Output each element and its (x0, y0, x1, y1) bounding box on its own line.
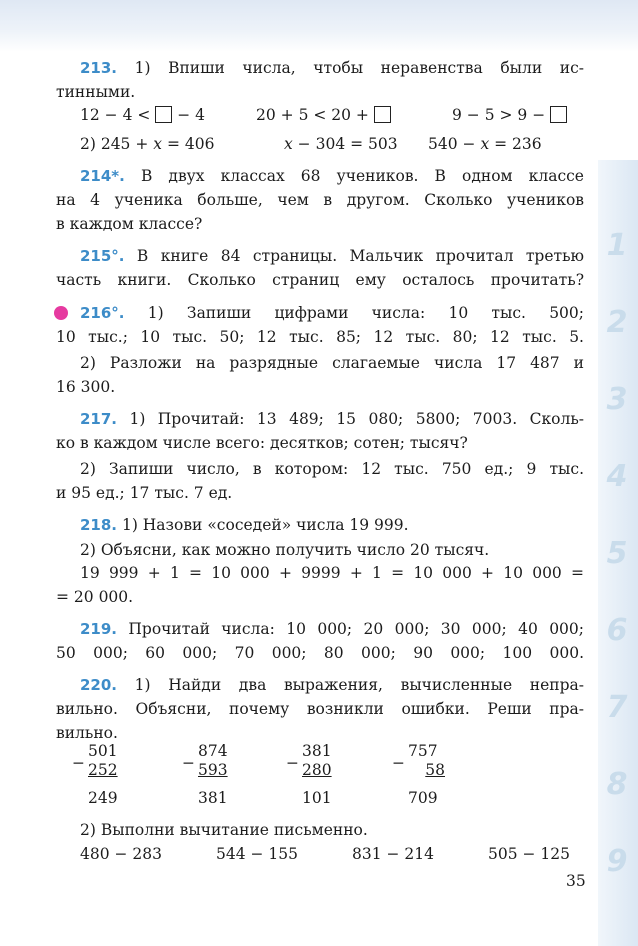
ex217-line4: и 95 ед.; 17 тыс. 7 ед. (56, 484, 233, 502)
ex216-line4: 16 300. (56, 378, 116, 396)
ex218-number: 218. (80, 516, 118, 534)
ex214-line3: в каждом классе? (56, 215, 203, 233)
ex217-line2: ко в каждом числе всего: десятков; сотен; тысяч? (56, 434, 468, 452)
ex215-number: 215°. (80, 247, 125, 265)
side-tab-9: 9 (606, 844, 628, 879)
ex213-inequality-1: 12 − 4 < − 4 (80, 106, 205, 124)
ex220-line3: вильно. (56, 724, 118, 742)
ex215-line2: часть книги. Сколько страниц ему осталось прочитать? (56, 271, 584, 289)
ex216-line3: 2) Разложи на разрядные слагаемые числа 17 487 и (80, 354, 584, 372)
ex220-line4: 2) Выполни вычитание письменно. (80, 821, 368, 839)
ex213-line2: тинными. (56, 83, 136, 101)
ex218-line4: = 20 000. (56, 588, 134, 606)
side-tab-1: 1 (606, 228, 628, 263)
ex213-equation-3: 540 − x = 236 (428, 135, 542, 153)
ex217-number: 217. (80, 410, 118, 428)
side-tab-2: 2 (606, 305, 628, 340)
ex220-expression-2: 544 − 155 (216, 845, 299, 863)
ex214-number: 214*. (80, 167, 125, 185)
ex220-expression-3: 831 − 214 (352, 845, 435, 863)
top-band (0, 0, 638, 52)
side-tab-7: 7 (606, 690, 628, 725)
ex214-line1: 214*. В двух классах 68 учеников. В одном классе (80, 167, 584, 185)
ex220-expression-1: 480 − 283 (80, 845, 163, 863)
ex219-line2: 50 000; 60 000; 70 000; 80 000; 90 000; 100 000. (56, 644, 584, 662)
ex219-line1: 219. Прочитай числа: 10 000; 20 000; 30 000; 40 000; (80, 620, 584, 638)
answer-box[interactable] (374, 106, 391, 123)
answer-box[interactable] (550, 106, 567, 123)
ex220-line1: 220. 1) Найди два выражения, вычисленные непра- (80, 676, 584, 694)
ex213-number: 213. (80, 59, 118, 77)
answer-box[interactable] (155, 106, 172, 123)
ex213-inequality-2: 20 + 5 < 20 + (256, 103, 391, 127)
side-tab-3: 3 (606, 382, 628, 417)
ex218-line2: 2) Объясни, как можно получить число 20 тысяч. (80, 541, 490, 559)
ex216-number: 216°. (80, 304, 125, 322)
ex213-equation-1: 2) 245 + x = 406 (80, 135, 215, 153)
side-tab-5: 5 (606, 536, 628, 571)
ex219-number: 219. (80, 620, 118, 638)
ex216-line2: 10 тыс.; 10 тыс. 50; 12 тыс. 85; 12 тыс. 80; 12 тыс. 5. (56, 328, 584, 346)
ex220-line2: вильно. Объясни, почему возникли ошибки. Реши пра- (56, 700, 584, 718)
ex213-equation-2: x − 304 = 503 (284, 135, 398, 153)
page-number: 35 (566, 872, 586, 890)
ex217-line3: 2) Запиши число, в котором: 12 тыс. 750 ед.; 9 тыс. (80, 460, 584, 478)
side-tab-6: 6 (606, 613, 628, 648)
side-tab-8: 8 (606, 767, 628, 802)
ex216-line1: 216°. 1) Запиши цифрами числа: 10 тыс. 500; (80, 304, 584, 322)
ex218-line3: 19 999 + 1 = 10 000 + 9999 + 1 = 10 000 + 10 000 = (80, 564, 584, 582)
ex220-expression-4: 505 − 125 (488, 845, 571, 863)
ex218-line1: 218. 1) Назови «соседей» числа 19 999. (80, 516, 409, 534)
ex213-line1: 213. 1) Впиши числа, чтобы неравенства были ис- (80, 59, 584, 77)
ex220-number: 220. (80, 676, 118, 694)
ex213-inequality-3: 9 − 5 > 9 − (452, 103, 567, 127)
ex215-line1: 215°. В книге 84 страницы. Мальчик прочитал третью (80, 247, 585, 265)
side-tab-4: 4 (606, 459, 628, 494)
ex214-line2: на 4 ученика больше, чем в другом. Сколько учеников (56, 191, 584, 209)
ex217-line1: 217. 1) Прочитай: 13 489; 15 080; 5800; 7003. Сколь- (80, 410, 584, 428)
